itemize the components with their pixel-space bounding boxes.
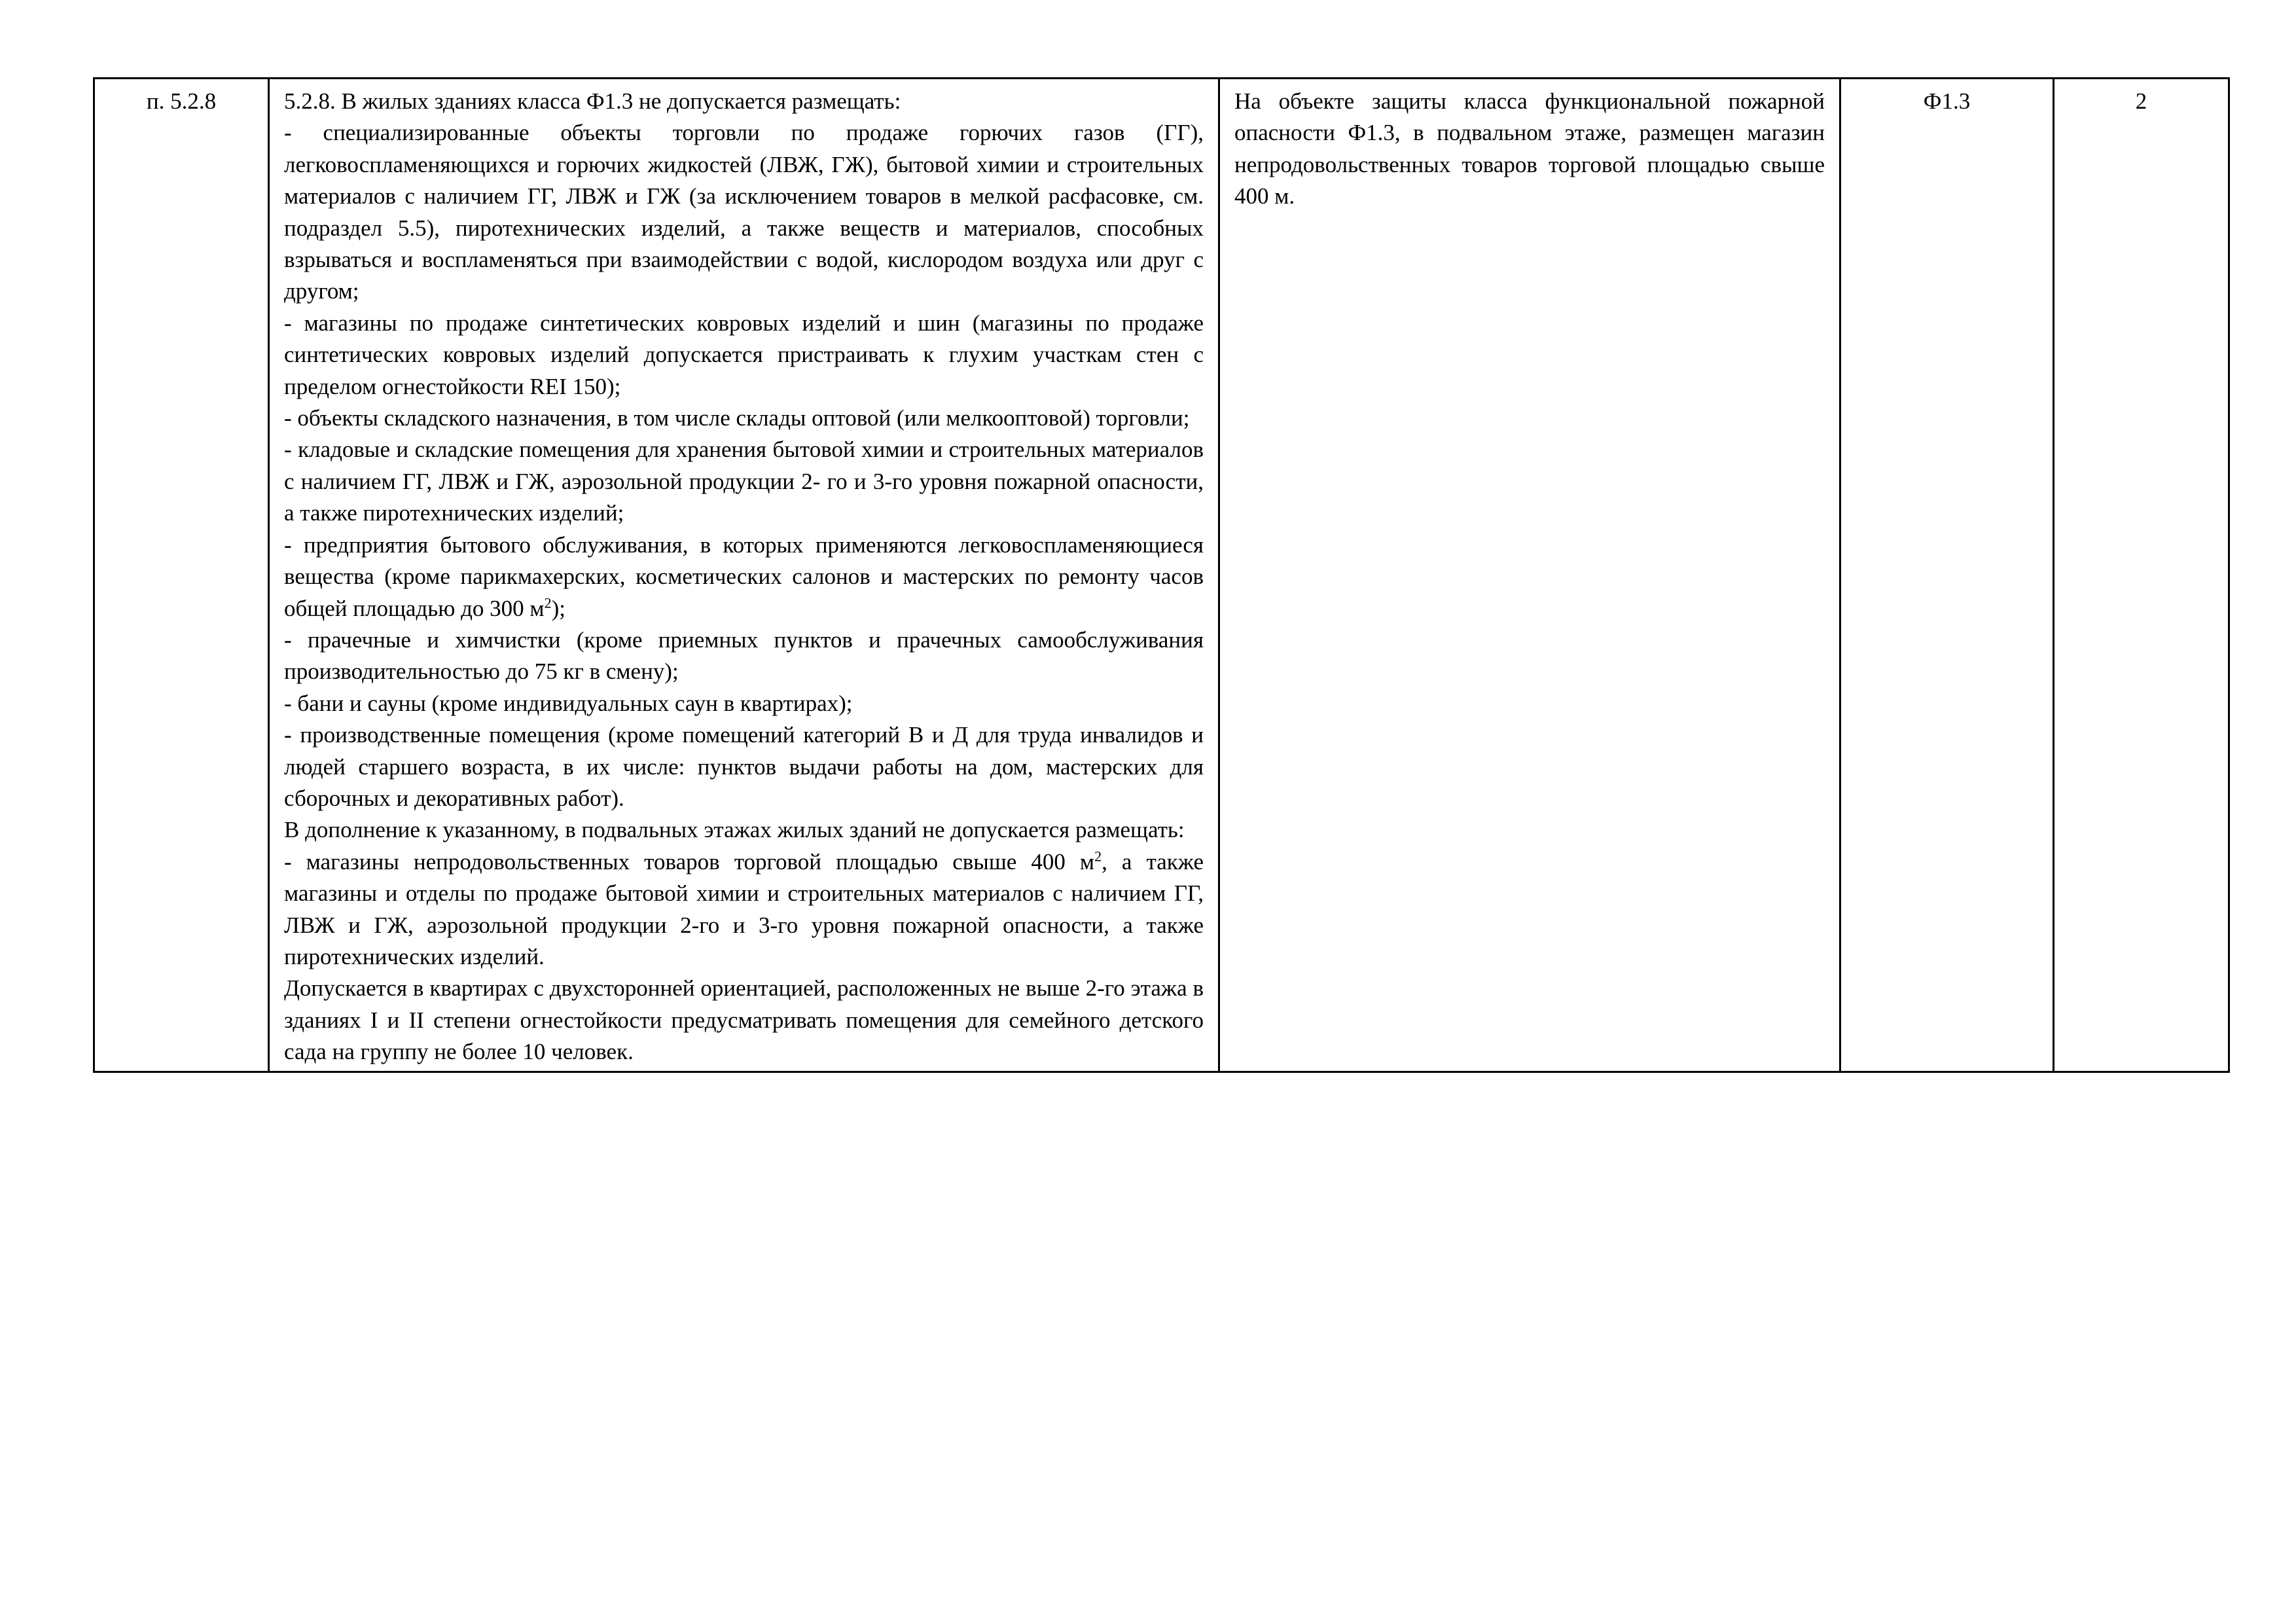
superscript: 2 (544, 594, 552, 611)
violation-text: На объекте защиты класса функциональной пожарной опасности Ф1.3, в подвальном этаже, размещен магазин непродовольственных товаров торговой площадью свыше 400 м. (1234, 88, 1825, 209)
clause-reference: п. 5.2.8 (146, 88, 217, 114)
requirement-line: - объекты складского назначения, в том числе склады оптовой (или мелкооптовой) торговли; (284, 405, 1190, 431)
count-value: 2 (2135, 88, 2147, 114)
requirement-line: - кладовые и складские помещения для хранения бытовой химии и строительных материалов с наличием ГГ, ЛВЖ и ГЖ, аэрозольной продукции 2- го и 3-го уровня пожарной опасности, а также пиротехнических изделий; (284, 437, 1204, 526)
requirement-line: - специализированные объекты торговли по продаже горючих газов (ГГ), легковоспламеняющихся и горючих жидкостей (ЛВЖ, ГЖ), бытовой химии и строительных материалов с наличием ГГ, ЛВЖ и ГЖ (за исключением товаров в мелкой расфасовке, см. подраздел 5.5), пиротехнических изделий, а также веществ и материалов, способных взрываться и воспламеняться при взаимодействии с водой, кислородом воздуха или друг с другом; (284, 120, 1204, 304)
fire-class: Ф1.3 (1923, 88, 1971, 114)
requirement-line-with-superscript (284, 846, 1204, 973)
violation-cell (1219, 79, 1840, 1072)
requirement-line: - бани и сауны (кроме индивидуальных саун в квартирах); (284, 690, 853, 716)
requirement-text: ); (551, 595, 565, 621)
requirement-cell (269, 79, 1219, 1072)
clause-cell (94, 79, 269, 1072)
count-cell (2054, 79, 2229, 1072)
requirement-line: 5.2.8. В жилых зданиях класса Ф1.3 не допускается размещать: (284, 88, 901, 114)
table-row (94, 79, 2229, 1072)
requirement-text: - магазины непродовольственных товаров торговой площадью свыше 400 м (284, 848, 1095, 875)
inspection-table (93, 77, 2230, 1073)
superscript: 2 (1094, 848, 1102, 865)
requirement-text: , а также магазины и отделы по продаже бытовой химии и строительных материалов с наличием ГГ, ЛВЖ и ГЖ, аэрозольной продукции 2-го и 3-го уровня пожарной опасности, а также пиротехнических изделий. (284, 848, 1204, 969)
fire-class-cell (1840, 79, 2054, 1072)
requirement-line: Допускается в квартирах с двухсторонней ориентацией, расположенных не выше 2-го этажа в зданиях I и II степени огнестойкости предусматривать помещения для семейного детского сада на группу не более 10 человек. (284, 975, 1204, 1065)
requirement-text: - предприятия бытового обслуживания, в которых применяются легковоспламеняющиеся вещества (кроме парикмахерских, косметических салонов и мастерских по ремонту часов общей площадью до 300 м (284, 532, 1204, 621)
requirement-line: - прачечные и химчистки (кроме приемных пунктов и прачечных самообслуживания производительностью до 75 кг в смену); (284, 626, 1204, 685)
requirement-line: В дополнение к указанному, в подвальных этажах жилых зданий не допускается размещать: (284, 817, 1185, 843)
requirement-line-with-superscript (284, 530, 1204, 624)
requirement-line: - производственные помещения (кроме помещений категорий В и Д для труда инвалидов и людей старшего возраста, в их числе: пунктов выдачи работы на дом, мастерских для сборочных и декоративных работ). (284, 722, 1204, 811)
requirement-line: - магазины по продаже синтетических ковровых изделий и шин (магазины по продаже синтетических ковровых изделий допускается пристраивать к глухим участкам стен с пределом огнестойкости REI 150); (284, 310, 1204, 399)
